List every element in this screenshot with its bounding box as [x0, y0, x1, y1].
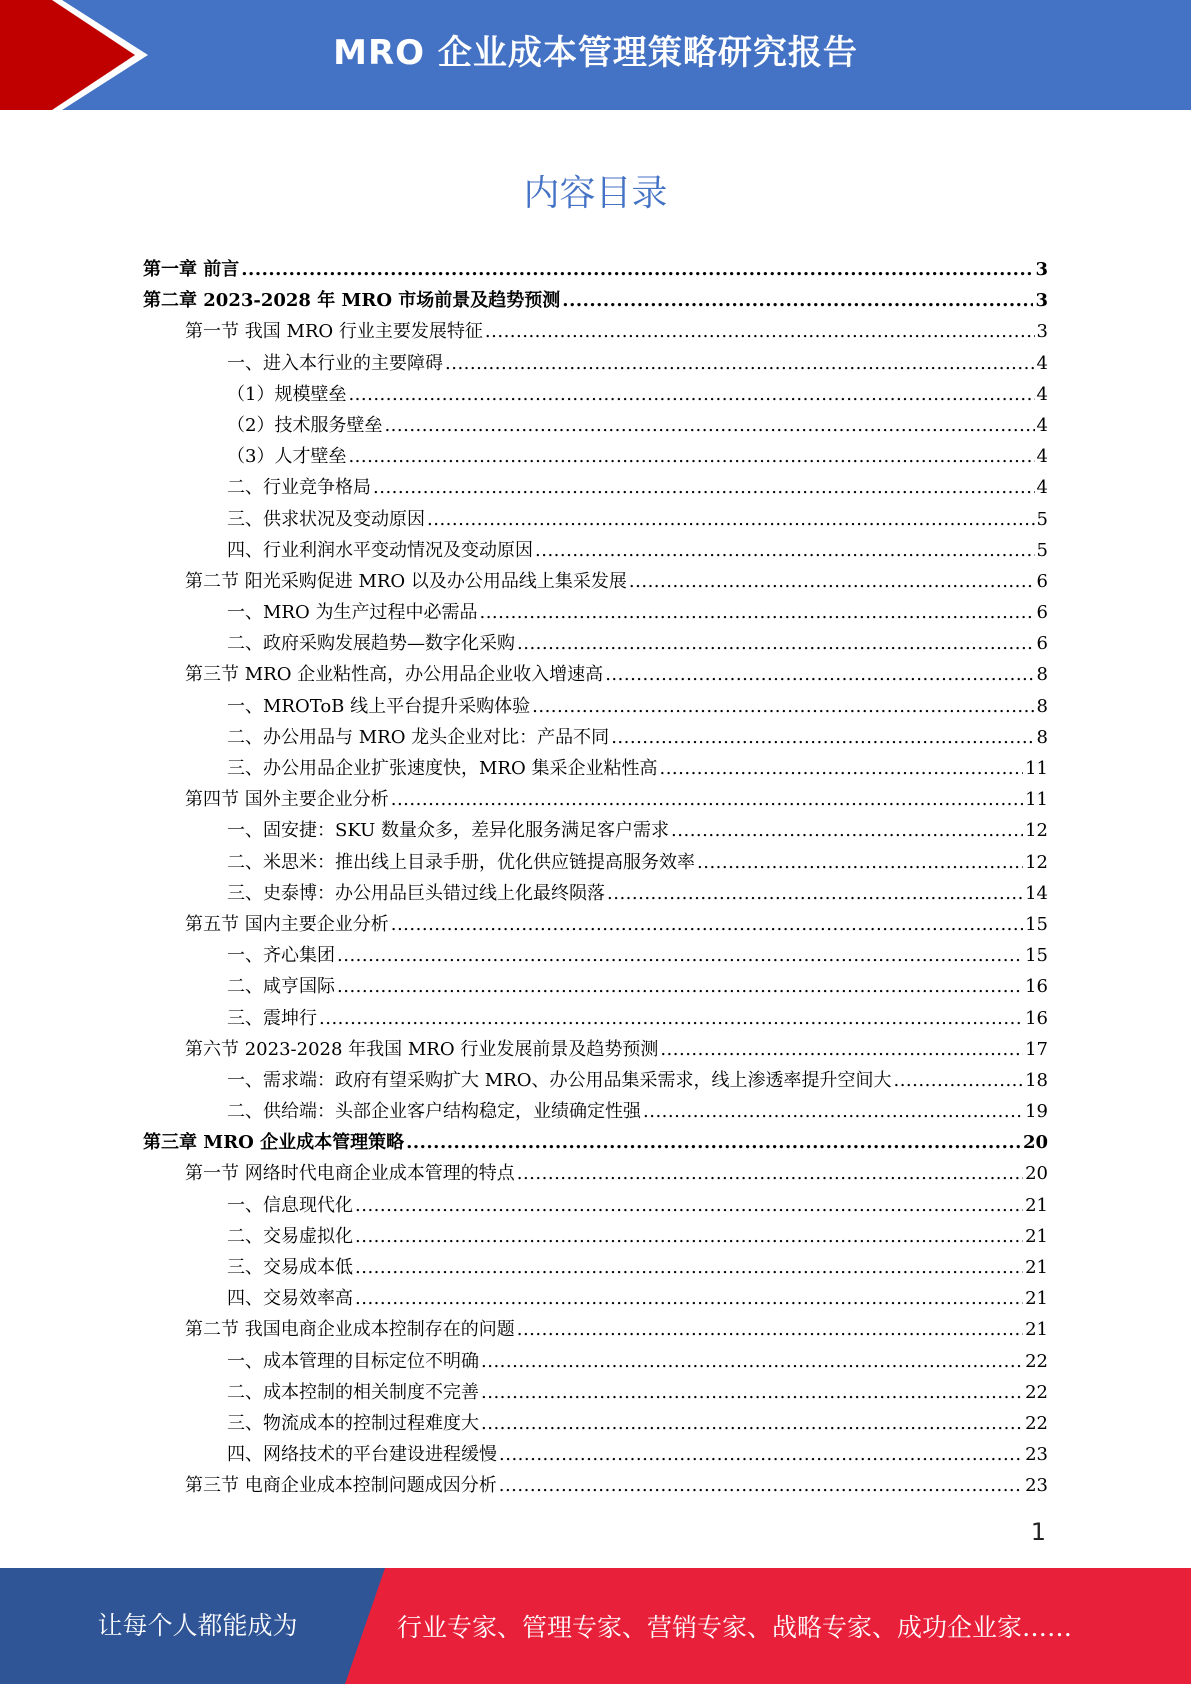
toc-entry[interactable] — [143, 878, 1048, 909]
toc-dot-leader — [355, 1221, 1023, 1252]
toc-entry[interactable] — [143, 971, 1048, 1002]
toc-entry-page: 16 — [1025, 976, 1048, 998]
toc-dot-leader — [499, 1439, 1023, 1470]
toc-entry-title: 第一章 前言 — [143, 259, 240, 280]
toc-dot-leader — [348, 379, 1034, 410]
toc-dot-leader — [337, 971, 1023, 1002]
toc-entry-page: 16 — [1025, 1007, 1048, 1029]
toc-entry-title: 二、成本控制的相关制度不完善 — [227, 1381, 479, 1403]
toc-entry-page: 3 — [1035, 290, 1048, 312]
toc-entry-title: 一、需求端：政府有望采购扩大 MRO、办公用品集采需求，线上渗透率提升空间大 — [227, 1069, 892, 1091]
toc-entry-title: 三、供求状况及变动原因 — [227, 508, 425, 530]
toc-entry-title: 四、网络技术的平台建设进程缓慢 — [227, 1444, 497, 1466]
toc-entry-page: 3 — [1035, 259, 1048, 280]
toc-entry-title: 二、政府采购发展趋势—数字化采购 — [227, 633, 515, 655]
toc-entry[interactable] — [143, 909, 1048, 940]
toc-entry[interactable] — [143, 1127, 1048, 1158]
toc-entry[interactable] — [143, 847, 1048, 878]
toc-dot-leader — [481, 1408, 1023, 1439]
toc-entry-title: 第三章 MRO 企业成本管理策略 — [143, 1132, 405, 1154]
toc-entry[interactable] — [143, 348, 1048, 379]
toc-entry-title: 四、交易效率高 — [227, 1288, 353, 1310]
toc-dot-leader — [391, 909, 1023, 940]
toc-entry-title: （2）技术服务壁垒 — [227, 414, 383, 436]
toc-entry-page: 15 — [1025, 913, 1048, 935]
toc-entry[interactable] — [143, 504, 1048, 535]
report-title: MRO 企业成本管理策略研究报告 — [333, 33, 858, 73]
toc-entry-page: 21 — [1025, 1288, 1048, 1310]
toc-entry-page: 19 — [1025, 1101, 1048, 1123]
toc-entry-title: 第六节 2023-2028 年我国 MRO 行业发展前景及趋势预测 — [185, 1038, 659, 1060]
toc-entry-page: 12 — [1025, 851, 1048, 873]
toc-entry[interactable] — [143, 1470, 1048, 1501]
toc-entry-title: 一、齐心集团 — [227, 945, 335, 967]
toc-dot-leader — [355, 1283, 1023, 1314]
toc-entry-page: 23 — [1025, 1475, 1048, 1497]
toc-entry-page: 21 — [1025, 1225, 1048, 1247]
toc-entry-page: 17 — [1025, 1038, 1048, 1060]
toc-entry-page: 18 — [1025, 1069, 1048, 1091]
toc-dot-leader — [481, 1377, 1023, 1408]
toc-entry-page: 11 — [1025, 789, 1048, 811]
toc-dot-leader — [485, 316, 1035, 347]
toc-entry-title: 二、行业竞争格局 — [227, 477, 371, 499]
toc-dot-leader — [384, 410, 1034, 441]
toc-entry[interactable] — [143, 316, 1048, 347]
table-of-contents — [143, 254, 1048, 1502]
toc-entry-title: 三、办公用品企业扩张速度快，MRO 集采企业粘性高 — [227, 758, 658, 779]
toc-dot-leader — [355, 1252, 1023, 1283]
toc-dot-leader — [660, 1034, 1023, 1065]
toc-entry-title: 二、供给端：头部企业客户结构稳定，业绩确定性强 — [227, 1101, 641, 1123]
toc-entry-page: 11 — [1025, 758, 1048, 779]
toc-entry-page: 21 — [1025, 1194, 1048, 1216]
toc-entry[interactable] — [143, 1158, 1048, 1189]
toc-entry-page: 5 — [1036, 539, 1048, 561]
toc-entry-page: 20 — [1022, 1132, 1048, 1154]
toc-dot-leader — [629, 566, 1035, 597]
toc-entry-title: 一、MROToB 线上平台提升采购体验 — [227, 695, 531, 717]
toc-entry[interactable] — [143, 1065, 1048, 1096]
toc-entry-title: 二、米思米：推出线上目录手册，优化供应链提高服务效率 — [227, 851, 695, 873]
toc-entry-page: 8 — [1036, 695, 1048, 717]
header-banner — [0, 0, 1191, 110]
toc-dot-leader — [643, 1096, 1023, 1127]
toc-entry-page: 3 — [1036, 321, 1048, 343]
toc-entry-page: 21 — [1025, 1319, 1048, 1341]
footer-slogan-left: 让每个人都能成为 — [97, 1611, 298, 1640]
toc-entry[interactable] — [143, 1377, 1048, 1408]
toc-entry-page: 4 — [1036, 383, 1048, 405]
toc-dot-leader — [481, 1346, 1023, 1377]
toc-entry-page: 23 — [1025, 1444, 1048, 1466]
toc-entry-title: 一、进入本行业的主要障碍 — [227, 352, 443, 374]
toc-entry-title: 第二章 2023-2028 年 MRO 市场前景及趋势预测 — [143, 290, 561, 312]
toc-dot-leader — [427, 504, 1035, 535]
toc-dot-leader — [532, 691, 1034, 722]
toc-entry-page: 8 — [1036, 664, 1048, 686]
toc-entry[interactable] — [143, 1283, 1048, 1314]
toc-entry-title: 第三节 电商企业成本控制问题成因分析 — [185, 1475, 497, 1497]
toc-heading: 内容目录 — [523, 173, 668, 214]
toc-entry-page: 6 — [1036, 602, 1048, 624]
toc-entry[interactable] — [143, 441, 1048, 472]
footer-slogan-right: 行业专家、管理专家、营销专家、战略专家、成功企业家…… — [397, 1613, 1073, 1642]
toc-dot-leader — [671, 815, 1023, 846]
toc-entry-page: 8 — [1036, 726, 1048, 748]
toc-entry-page: 4 — [1036, 477, 1048, 499]
toc-entry-title: 四、行业利润水平变动情况及变动原因 — [227, 539, 533, 561]
toc-entry-title: （1）规模壁垒 — [227, 383, 347, 405]
toc-entry[interactable] — [143, 285, 1048, 316]
toc-entry[interactable] — [143, 472, 1048, 503]
toc-entry[interactable] — [143, 1003, 1048, 1034]
toc-dot-leader — [479, 597, 1034, 628]
toc-entry[interactable] — [143, 1096, 1048, 1127]
toc-dot-leader — [659, 753, 1023, 784]
toc-entry-page: 20 — [1025, 1163, 1048, 1185]
toc-dot-leader — [499, 1470, 1023, 1501]
toc-entry-title: 第二节 阳光采购促进 MRO 以及办公用品线上集采发展 — [185, 570, 627, 592]
toc-entry[interactable] — [143, 1314, 1048, 1345]
toc-dot-leader — [445, 348, 1035, 379]
toc-entry-title: 一、MRO 为生产过程中必需品 — [227, 602, 478, 624]
toc-entry[interactable] — [143, 628, 1048, 659]
toc-entry-title: 第一节 我国 MRO 行业主要发展特征 — [185, 321, 483, 343]
toc-entry[interactable] — [143, 535, 1048, 566]
toc-entry-title: 三、交易成本低 — [227, 1257, 353, 1278]
toc-entry[interactable] — [143, 1346, 1048, 1377]
toc-entry[interactable] — [143, 1221, 1048, 1252]
toc-dot-leader — [562, 285, 1033, 316]
toc-entry[interactable] — [143, 659, 1048, 690]
toc-entry-title: 三、物流成本的控制过程难度大 — [227, 1412, 479, 1434]
toc-entry-page: 15 — [1025, 945, 1048, 967]
toc-dot-leader — [406, 1127, 1021, 1158]
toc-dot-leader — [319, 1003, 1023, 1034]
toc-dot-leader — [605, 659, 1034, 690]
toc-entry-page: 6 — [1036, 633, 1048, 655]
toc-entry-page: 22 — [1025, 1412, 1048, 1434]
toc-dot-leader — [517, 628, 1035, 659]
toc-entry-page: 22 — [1025, 1350, 1048, 1372]
toc-entry[interactable] — [143, 410, 1048, 441]
toc-entry[interactable] — [143, 1408, 1048, 1439]
toc-entry-title: 一、固安捷：SKU 数量众多，差异化服务满足客户需求 — [227, 820, 670, 842]
toc-dot-leader — [391, 784, 1023, 815]
toc-dot-leader — [697, 847, 1023, 878]
toc-entry-title: 二、交易虚拟化 — [227, 1225, 353, 1247]
toc-dot-leader — [535, 535, 1035, 566]
toc-entry[interactable] — [143, 784, 1048, 815]
toc-entry[interactable] — [143, 940, 1048, 971]
toc-entry-page: 12 — [1025, 820, 1048, 842]
toc-entry[interactable] — [143, 753, 1048, 784]
toc-dot-leader — [241, 254, 1033, 285]
toc-entry-page: 14 — [1025, 882, 1048, 904]
toc-entry[interactable] — [143, 566, 1048, 597]
toc-entry[interactable] — [143, 1252, 1048, 1283]
toc-entry-title: 第二节 我国电商企业成本控制存在的问题 — [185, 1319, 515, 1341]
toc-entry[interactable] — [143, 815, 1048, 846]
toc-entry-page: 6 — [1036, 570, 1048, 592]
toc-entry-page: 21 — [1025, 1257, 1048, 1278]
toc-entry[interactable] — [143, 1034, 1048, 1065]
footer-banner — [0, 1568, 1191, 1684]
toc-entry-title: 第三节 MRO 企业粘性高，办公用品企业收入增速高 — [185, 664, 604, 686]
toc-dot-leader — [517, 1314, 1023, 1345]
toc-entry-title: 第四节 国外主要企业分析 — [185, 789, 389, 811]
toc-dot-leader — [373, 472, 1035, 503]
toc-entry-page: 4 — [1036, 352, 1048, 374]
toc-entry-title: （3）人才壁垒 — [227, 446, 347, 468]
toc-dot-leader — [348, 441, 1034, 472]
toc-entry[interactable] — [143, 254, 1048, 285]
toc-entry-title: 第五节 国内主要企业分析 — [185, 913, 389, 935]
toc-entry-title: 三、震坤行 — [227, 1007, 317, 1029]
toc-entry-page: 5 — [1036, 508, 1048, 530]
toc-dot-leader — [893, 1065, 1023, 1096]
toc-dot-leader — [611, 722, 1034, 753]
toc-entry[interactable] — [143, 691, 1048, 722]
toc-entry[interactable] — [143, 1190, 1048, 1221]
toc-entry-page: 4 — [1036, 414, 1048, 436]
toc-dot-leader — [337, 940, 1023, 971]
toc-dot-leader — [517, 1158, 1023, 1189]
toc-entry[interactable] — [143, 1439, 1048, 1470]
toc-dot-leader — [607, 878, 1023, 909]
toc-entry[interactable] — [143, 597, 1048, 628]
toc-entry-title: 第一节 网络时代电商企业成本管理的特点 — [185, 1163, 515, 1185]
toc-entry-page: 22 — [1025, 1381, 1048, 1403]
page-number: 1 — [1030, 1518, 1046, 1546]
toc-entry-title: 一、成本管理的目标定位不明确 — [227, 1350, 479, 1372]
toc-entry-page: 4 — [1036, 446, 1048, 468]
toc-entry-title: 三、史泰博：办公用品巨头错过线上化最终陨落 — [227, 882, 605, 904]
toc-entry-title: 二、咸亨国际 — [227, 976, 335, 998]
toc-entry-title: 一、信息现代化 — [227, 1194, 353, 1216]
toc-entry[interactable] — [143, 379, 1048, 410]
toc-entry-title: 二、办公用品与 MRO 龙头企业对比：产品不同 — [227, 726, 610, 748]
toc-entry[interactable] — [143, 722, 1048, 753]
toc-dot-leader — [355, 1190, 1023, 1221]
